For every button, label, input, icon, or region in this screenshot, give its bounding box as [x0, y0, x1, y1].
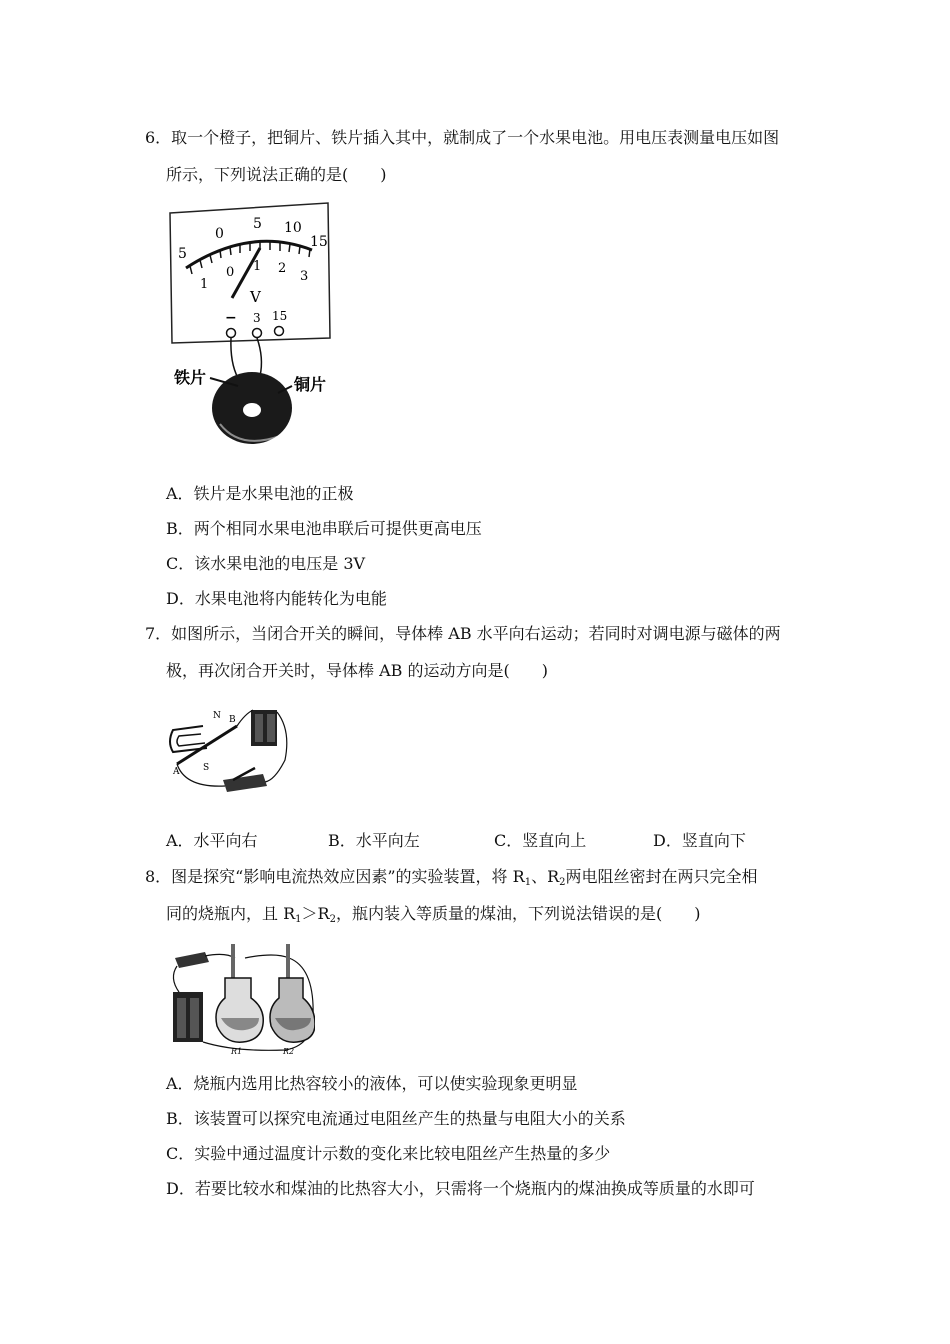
q8-option-a[interactable]: A．烧瓶内选用比热容较小的液体，可以使实验现象更明显: [166, 1074, 578, 1093]
q8-option-c[interactable]: C．实验中通过温度计示数的变化来比较电阻丝产生热量的多少: [166, 1144, 611, 1163]
q8-stem-line1: 8．图是探究“影响电流热效应因素”的实验装置，将 $R_1$、$R_2$两电阻丝密封在两只完全相: [145, 867, 758, 888]
upper-scale-label: 5: [178, 246, 187, 262]
r2-label: R2: [283, 1047, 295, 1056]
terminal-label: 15: [272, 309, 288, 323]
q6-option-d[interactable]: D．水果电池将内能转化为电能: [166, 589, 387, 608]
terminal-label: 3: [253, 311, 261, 325]
voltmeter-fruit-battery-figure: [160, 198, 340, 460]
lower-scale-label: 1: [200, 277, 209, 292]
magnet-s-label: S: [203, 763, 210, 773]
q7-option-a[interactable]: A．水平向右: [166, 831, 258, 850]
lower-scale-label: 1: [253, 259, 262, 274]
terminal-label: −: [225, 310, 237, 326]
q7-option-b[interactable]: B．水平向左: [328, 831, 420, 850]
magnet-n-label: N: [213, 711, 221, 721]
copper-plate-label: 铜片: [294, 375, 327, 394]
q7-option-c[interactable]: C．竖直向上: [494, 831, 587, 850]
q6-option-b[interactable]: B．两个相同水果电池串联后可提供更高电压: [166, 519, 482, 538]
heating-effect-apparatus-figure: [165, 938, 315, 1058]
q6-stem-line1: 6．取一个橙子，把铜片、铁片插入其中，就制成了一个水果电池。用电压表测量电压如图: [145, 128, 780, 147]
upper-scale-label: 5: [253, 216, 262, 232]
q7-stem-line1: 7．如图所示，当闭合开关的瞬间，导体棒 AB 水平向右运动；若同时对调电源与磁体的两: [145, 624, 781, 643]
q6-stem-line2: 所示，下列说法正确的是( ): [166, 165, 387, 184]
q8-option-d[interactable]: D．若要比较水和煤油的比热容大小，只需将一个烧瓶内的煤油换成等质量的水即可: [166, 1179, 755, 1198]
unit-label: V: [250, 288, 261, 306]
upper-scale-label: 10: [284, 220, 302, 236]
upper-scale-label: 15: [310, 234, 328, 250]
rod-a-label: A: [173, 767, 180, 777]
lower-scale-label: 0: [226, 265, 235, 280]
lower-scale-label: 3: [300, 269, 309, 284]
upper-scale-label: 0: [215, 226, 224, 242]
q7-option-d[interactable]: D．竖直向下: [653, 831, 746, 850]
q8-option-b[interactable]: B．该装置可以探究电流通过电阻丝产生的热量与电阻大小的关系: [166, 1109, 626, 1128]
r1-label: R1: [231, 1047, 243, 1056]
q6-option-a[interactable]: A．铁片是水果电池的正极: [166, 484, 354, 503]
q6-option-c[interactable]: C．该水果电池的电压是 3V: [166, 554, 366, 573]
rod-b-label: B: [229, 715, 236, 725]
lower-scale-label: 2: [278, 261, 287, 276]
q7-stem-line2: 极，再次闭合开关时，导体棒 AB 的运动方向是( ): [166, 661, 548, 680]
electromagnetic-circuit-figure: [165, 700, 295, 796]
q8-stem-line2: 同的烧瓶内，且 $R_1>R_2$，瓶内装入等质量的煤油，下列说法错误的是( ): [166, 904, 701, 925]
iron-plate-label: 铁片: [174, 368, 207, 387]
